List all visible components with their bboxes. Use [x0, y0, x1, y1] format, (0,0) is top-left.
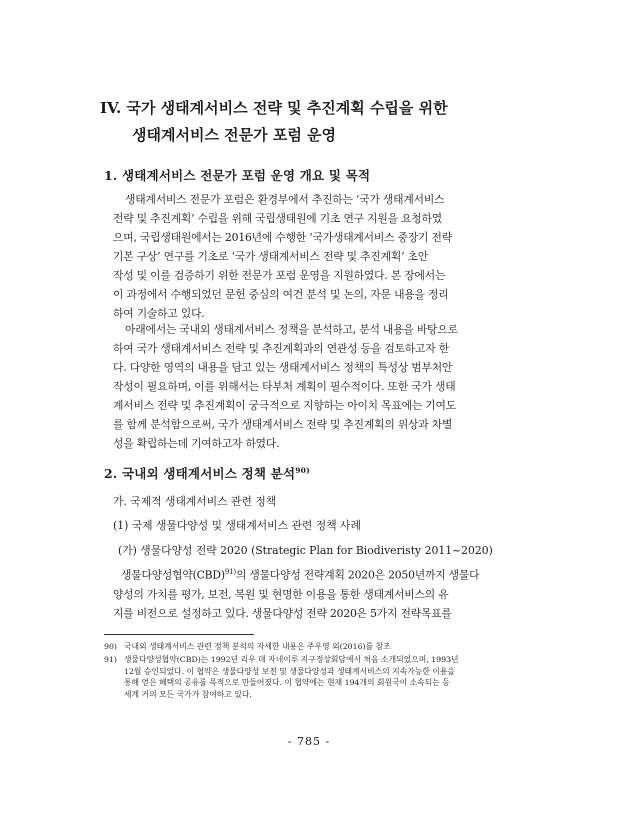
section-2-heading-text: 2. 국내외 생태계서비스 정책 분석 [104, 466, 296, 481]
footnote-ref-90: 90) [295, 465, 310, 475]
subsection-ga: 가. 국제적 생태계서비스 관련 정책 [113, 495, 277, 508]
section-1-paragraph-2: 아래에서는 국내외 생태계서비스 정책을 분석하고, 분석 내용을 바탕으로 하여 국가 생태계서비스 전략 및 추진계획과의 연관성 등을 검토하고자 한 다. 다양한 영역의 내용을 담고 있는 생태계서비스 정책의 특성상 범부처안 작성이 필요하며, 이를 위해서는 타부처 계획이 필수적이다. 또한 국가 생태 계서비스 전략 및 추진계획이 궁극적으로 지향하는 아이치 목표에는 기여도 를 함께 분석함으로써, 국가 생태계서비스 전략 및 추진계획의 위상과 차별 성을 확립하는데 기여하고자 하였다. [113, 323, 458, 450]
footnote-divider [104, 634, 254, 635]
section-1-paragraph-1: 생태계서비스 전문가 포럼은 환경부에서 추진하는 ‘국가 생태계서비스 전략 및 추진계획’ 수립을 위해 국립생태원에 기초 연구 지원을 요청하였 으며, 국립생태원에서는 2016년에 수행한 ‘국가생태계서비스 중장기 전략 기본 구상’ 연구를 기초로 ‘국가 생태계서비스 전략 및 추진계획’ 초안 작성 및 이를 검증하기 위한 전문가 포럼 운영을 지원하였다. 본 장에서는 이 과정에서 수행되었던 문헌 중심의 여건 분석 및 논의, 자문 내용을 정리 하여 기술하고 있다. [113, 193, 452, 320]
chapter-title-line1: IV. 국가 생태계서비스 전략 및 추진계획 수립을 위한 [100, 99, 448, 117]
section-1-heading: 1. 생태계서비스 전문가 포럼 운영 개요 및 목적 [104, 168, 371, 183]
footnote-text: 국내외 생태계서비스 관련 정책 분석의 자세한 내용은 주우영 외(2016)를 참조 [124, 642, 391, 651]
footnote-90 [104, 641, 524, 653]
page-number: - 785 - [287, 735, 331, 748]
footnote-text: 생물다양성협약(CBD)는 1992년 리우 데 자네이루 지구정상회담에서 처음 소개되었으며, 1993년 12월 승인되었다. 이 협약은 생물다양성 보전 및 생물다양성과 생태계서비스의 지속가능한 이용을 통해 얻은 혜택의 공유를 목적으로 만들어졌다. 이 협약에는 현재 194개의 회원국이 소속되는 등 세계 거의 모든 국가가 참여하고 있다. [124, 655, 459, 699]
footnote-number: 90) [104, 642, 117, 651]
section-2-paragraph [113, 563, 513, 623]
section-2-heading [104, 464, 310, 482]
chapter-title [100, 95, 540, 149]
chapter-title-line2: 생태계서비스 전문가 포럼 운영 [132, 126, 337, 144]
subsection-a: (가) 생물다양성 전략 2020 (Strategic Plan for Biodiveristy 2011~2020) [118, 544, 493, 557]
footnote-ref-91: 91) [224, 568, 236, 576]
footnote-number: 91) [104, 655, 117, 664]
cbd-text: 생물다양성협약(CBD) [121, 568, 225, 582]
subsection-1: (1) 국제 생물다양성 및 생태계서비스 관련 정책 사례 [113, 519, 361, 532]
footnote-91 [104, 654, 524, 700]
cbd-text-rest: 의 생물다양성 전략계획 2020은 2050년까지 생물다 양성의 가치를 평가, 보전, 복원 및 현명한 이용을 통한 생태계서비스의 유 지를 비전으로 설정하고 있다. 생물다양성 전략 2020은 5가지 전략목표를 [113, 568, 480, 620]
